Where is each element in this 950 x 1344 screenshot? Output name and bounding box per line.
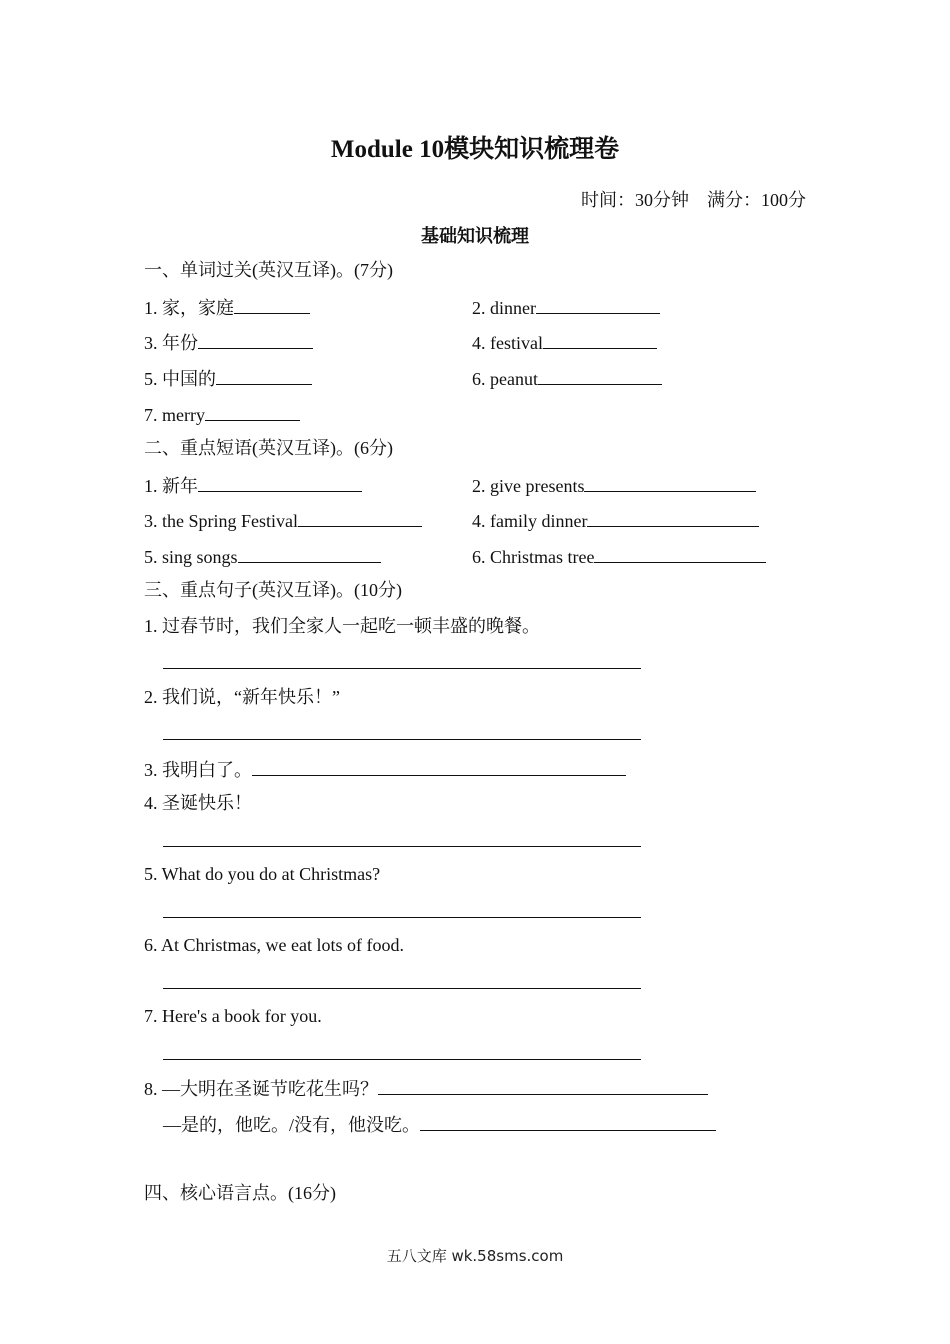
s2-item-1 [144, 473, 362, 497]
s3-item-2: 2. 我们说，“新年快乐！” [144, 687, 340, 707]
answer-blank[interactable] [238, 544, 381, 563]
s3-item-6: 6. At Christmas, we eat lots of food. [144, 935, 404, 955]
s2-item-6-text: 6. Christmas tree [472, 547, 595, 567]
answer-blank[interactable] [234, 295, 310, 314]
s2-item-2-text: 2. give presents [472, 476, 585, 496]
s3-item-5: 5. What do you do at Christmas? [144, 864, 381, 884]
s1-item-3-text: 3. 年份 [144, 333, 198, 353]
s1-item-5 [144, 366, 312, 390]
s2-item-6 [472, 544, 766, 568]
s1-item-3 [144, 330, 313, 354]
answer-line[interactable] [163, 917, 641, 918]
s1-item-2 [472, 295, 660, 319]
answer-blank[interactable] [536, 295, 660, 314]
answer-blank[interactable] [538, 366, 662, 385]
answer-line[interactable] [163, 668, 641, 669]
section-subtitle: 基础知识梳理 [421, 226, 529, 246]
s1-item-6 [472, 366, 662, 390]
s3-item-3 [144, 757, 626, 781]
s2-item-5-text: 5. sing songs [144, 547, 238, 567]
s1-item-7 [144, 402, 300, 426]
answer-line[interactable] [163, 1059, 641, 1060]
answer-blank[interactable] [198, 473, 362, 492]
s3-item-8-answer [163, 1112, 716, 1136]
s2-item-3-text: 3. the Spring Festival [144, 511, 298, 531]
s1-item-1 [144, 295, 310, 319]
answer-blank[interactable] [216, 366, 312, 385]
s2-item-1-text: 1. 新年 [144, 476, 198, 496]
answer-blank[interactable] [378, 1076, 708, 1095]
s3-item-8-question [144, 1076, 708, 1100]
s1-item-4 [472, 330, 657, 354]
s2-item-2 [472, 473, 756, 497]
time-info: 时间：30分钟 满分：100分 [581, 190, 806, 210]
s2-item-4-text: 4. family dinner [472, 511, 588, 531]
s3-item-4: 4. 圣诞快乐！ [144, 793, 252, 813]
section-1-heading: 一、单词过关(英汉互译)。(7分) [144, 260, 393, 280]
answer-blank[interactable] [584, 473, 756, 492]
s1-item-1-text: 1. 家，家庭 [144, 298, 234, 318]
s1-item-2-text: 2. dinner [472, 298, 536, 318]
footer-watermark: 五八文库 wk.58sms.com [386, 1247, 564, 1265]
answer-blank[interactable] [252, 757, 626, 776]
section-4-heading: 四、核心语言点。(16分) [144, 1183, 336, 1203]
answer-blank[interactable] [587, 508, 759, 527]
s3-item-1: 1. 过春节时，我们全家人一起吃一顿丰盛的晚餐。 [144, 616, 540, 636]
s1-item-7-text: 7. merry [144, 405, 205, 425]
s1-item-4-text: 4. festival [472, 333, 543, 353]
s3-item-3-text: 3. 我明白了。 [144, 760, 252, 780]
answer-blank[interactable] [420, 1112, 716, 1131]
answer-line[interactable] [163, 739, 641, 740]
s2-item-3 [144, 508, 422, 532]
section-2-heading: 二、重点短语(英汉互译)。(6分) [144, 438, 393, 458]
answer-blank[interactable] [205, 402, 300, 421]
page-title: Module 10模块知识梳理卷 [330, 136, 620, 163]
answer-blank[interactable] [298, 508, 422, 527]
answer-line[interactable] [163, 846, 641, 847]
answer-blank[interactable] [594, 544, 766, 563]
s1-item-6-text: 6. peanut [472, 369, 538, 389]
section-3-heading: 三、重点句子(英汉互译)。(10分) [144, 580, 402, 600]
answer-blank[interactable] [198, 330, 313, 349]
s1-item-5-text: 5. 中国的 [144, 369, 216, 389]
answer-blank[interactable] [543, 330, 657, 349]
answer-line[interactable] [163, 988, 641, 989]
s3-item-7: 7. Here's a book for you. [144, 1006, 322, 1026]
s3-item-8-question-text: 8. —大明在圣诞节吃花生吗？ [144, 1079, 378, 1099]
s3-item-8-answer-text: —是的，他吃。/没有，他没吃。 [163, 1115, 420, 1135]
s2-item-4 [472, 508, 759, 532]
s2-item-5 [144, 544, 381, 568]
